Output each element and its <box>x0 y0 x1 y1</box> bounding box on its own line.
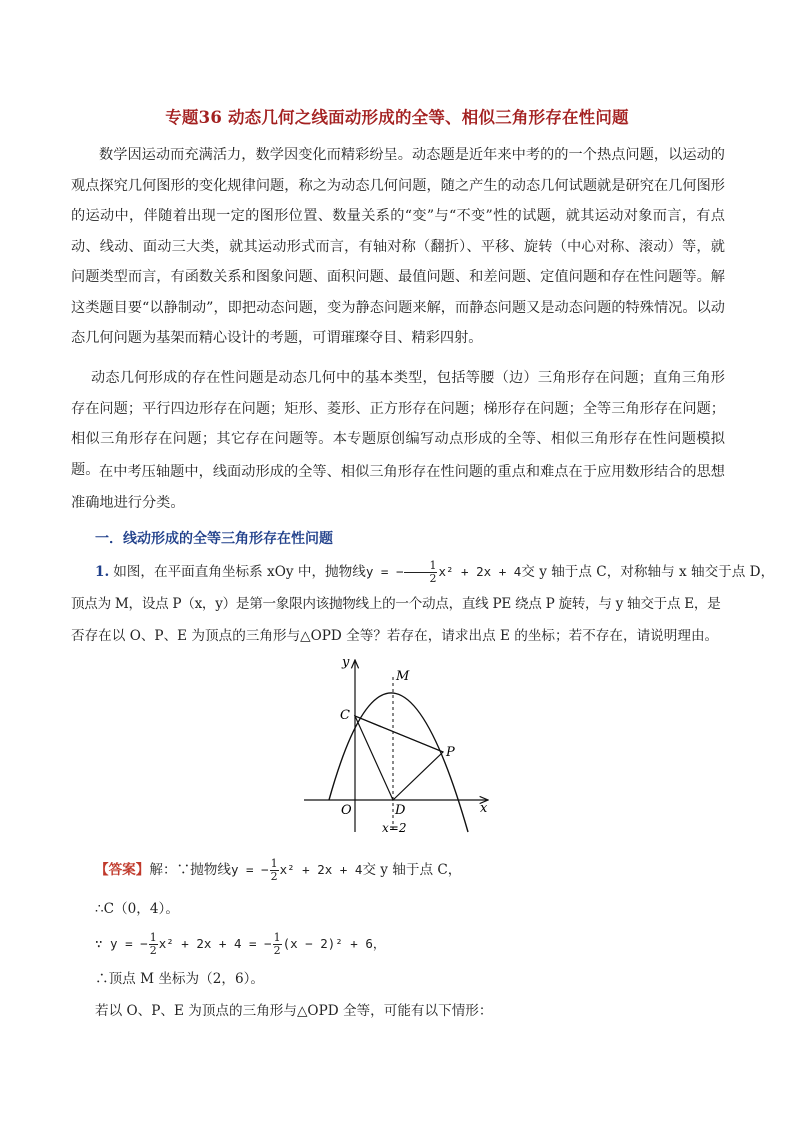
intro-paragraph-3: 在中考压轴题中，线面动形成的全等、相似三角形存在性问题的重点和难点在于应用数形结合的思想准确地进行分类。 <box>71 464 725 511</box>
label-p: P <box>446 745 455 760</box>
answer-line-3 <box>95 932 385 957</box>
parabola-curve <box>329 693 468 832</box>
answer-l1a: 解：∵抛物线 <box>149 862 231 878</box>
problem-line-1 <box>71 556 775 588</box>
answer-l3a: ∵ y = − <box>95 936 148 951</box>
label-y: y <box>342 655 350 670</box>
problem-line-3: 否存在以 O、P、E 为顶点的三角形与△OPD 全等？若存在，请求出点 E 的坐标；若不存在，请说明理由。 <box>71 628 719 644</box>
problem-text-b: 交 y 轴于点 C，对称轴与 x 轴交于点 D， <box>521 564 775 580</box>
answer-line-2: ∴C（0，4）。 <box>95 901 179 917</box>
answer-line-4: ∴顶点 M 坐标为（2，6）。 <box>95 971 264 987</box>
equation-rhs: x² + 2x + 4 <box>438 564 522 579</box>
fraction-numerator: 1 <box>273 931 281 944</box>
fraction <box>273 932 282 957</box>
problem-1 <box>71 556 775 652</box>
answer-eq-rhs: x² + 2x + 4 <box>279 862 363 877</box>
problem-text-a: 如图，在平面直角坐标系 xOy 中，抛物线 <box>113 564 366 580</box>
answer-tag: 【答案】 <box>95 862 150 878</box>
problem-number: 1. <box>95 564 110 580</box>
answer-l1d: 交 y 轴于点 C， <box>362 862 462 878</box>
fraction-denominator: 2 <box>429 572 437 585</box>
fraction-denominator: 2 <box>149 944 157 957</box>
fraction <box>404 560 437 585</box>
fraction <box>270 858 279 883</box>
answer-eq-lhs: y = − <box>230 862 269 877</box>
segment-cp <box>355 716 443 752</box>
fraction <box>149 932 158 957</box>
triangle-cdp <box>355 716 443 800</box>
answer-l3c: (x − 2)² + 6， <box>282 936 386 951</box>
fraction-numerator: 1 <box>149 931 157 944</box>
label-axis-x2: x=2 <box>382 821 407 835</box>
answer-line-5: 若以 O、P、E 为顶点的三角形与△OPD 全等，可能有以下情形： <box>95 1003 493 1019</box>
label-o: O <box>341 803 352 818</box>
fraction-denominator: 2 <box>270 870 278 883</box>
answer-line-1 <box>95 858 461 883</box>
page-title: 专题36 动态几何之线面动形成的全等、相似三角形存在性问题 <box>165 108 629 127</box>
problem-line-2: 顶点为 M，设点 P（x，y）是第一象限内该抛物线上的一个动点，直线 PE 绕点 P 旋转，与 y 轴交于点 E，是 <box>71 596 721 612</box>
equation-lhs: y = − <box>365 564 404 579</box>
label-x: x <box>480 801 488 816</box>
intro-paragraph-2: 动态几何形成的存在性问题是动态几何中的基本类型，包括等腰（边）三角形存在问题；直角三角形存在问题；平行四边形存在问题；矩形、菱形、正方形存在问题；梯形存在问题；全等三角形存在问题；相似三角形存在问题；其它存在问题等。本专题原创编写动点形成的全等、相似三角形存在性问题模拟题。 <box>71 370 725 478</box>
label-c: C <box>340 708 350 723</box>
intro-paragraph-1: 数学因运动而充满活力，数学因变化而精彩纷呈。动态题是近年来中考的的一个热点问题，以运动的观点探究几何图形的变化规律问题，称之为动态几何问题，随之产生的动态几何试题就是研究在几何图形的运动中，伴随着出现一定的图形位置、数量关系的“变”与“不变”性的试题，就其运动对象而言，有点动、线动、面动三大类，就其运动形式而言，有轴对称（翻折）、平移、旋转（中心对称、滚动）等，就问题类型而言，有函数关系和图象问题、面积问题、最值问题、和差问题、定值问题和存在性问题等。解这类题目要“以静制动”，即把动态问题，变为静态问题来解，而静态问题又是动态问题的特殊情况。以动态几何问题为基架而精心设计的考题，可谓璀璨夺目、精彩四射。 <box>71 147 725 346</box>
fraction-denominator: 2 <box>273 944 281 957</box>
label-d: D <box>395 803 406 818</box>
section-heading: 一．线动形成的全等三角形存在性问题 <box>95 531 333 547</box>
label-m: M <box>396 669 410 684</box>
fraction-numerator: 1 <box>270 857 278 870</box>
fraction-numerator: 1 <box>404 560 437 573</box>
answer-l3b: x² + 2x + 4 = − <box>158 936 272 951</box>
